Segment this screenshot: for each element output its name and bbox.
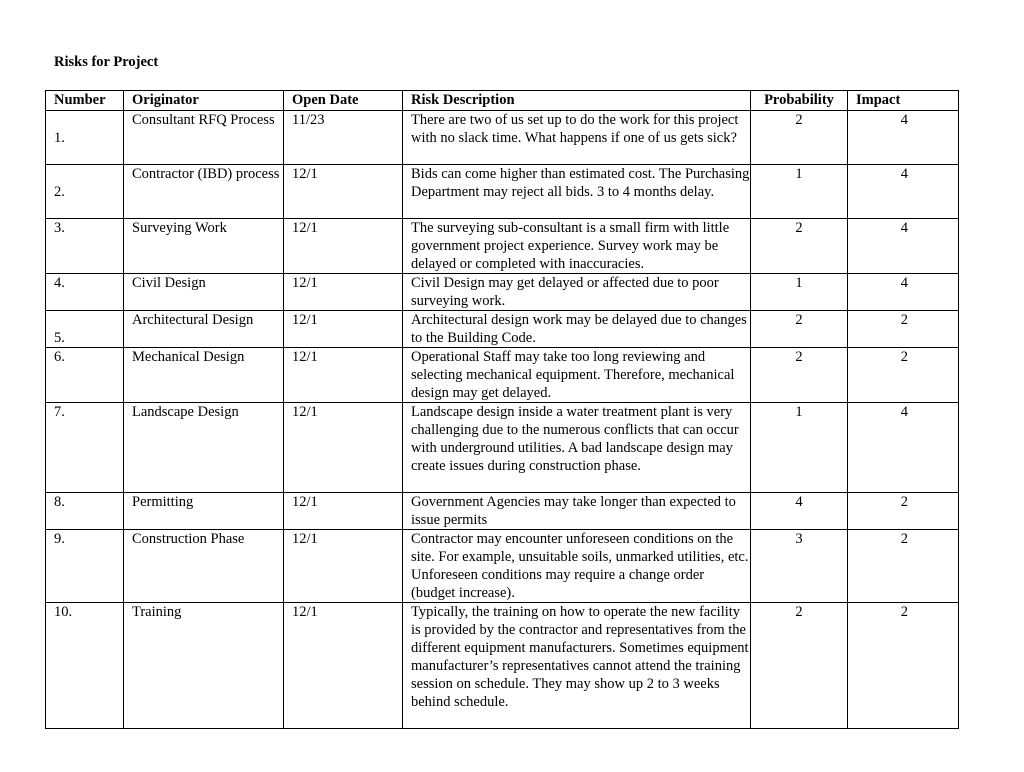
table-row [46,348,959,403]
cell-risk-description: The surveying sub-consultant is a small firm with little government project experience. Survey work may be delayed or completed with inaccuracies. [403,219,751,274]
cell-risk-description: Bids can come higher than estimated cost. The Purchasing Department may reject all bids. 3 to 4 months delay. [403,165,751,219]
cell-probability: 2 [751,311,848,348]
cell-impact: 4 [848,403,959,493]
cell-open-date: 12/1 [284,311,403,348]
cell-risk-description: Landscape design inside a water treatment plant is very challenging due to the numerous conflicts that can occur with underground utilities. A bad landscape design may create issues during construction phase. [403,403,751,493]
cell-impact: 2 [848,493,959,530]
cell-probability: 4 [751,493,848,530]
cell-probability: 3 [751,530,848,603]
risk-table [45,90,959,729]
cell-originator: Contractor (IBD) process [124,165,284,219]
cell-impact: 4 [848,274,959,311]
table-row [46,530,959,603]
cell-number: 6. [46,348,124,403]
table-row [46,311,959,348]
cell-risk-description: Contractor may encounter unforeseen conditions on the site. For example, unsuitable soils, unmarked utilities, etc. Unforeseen conditions may require a change order (budget increase). [403,530,751,603]
cell-risk-description: There are two of us set up to do the work for this project with no slack time. What happens if one of us gets sick? [403,111,751,165]
cell-open-date: 12/1 [284,219,403,274]
cell-number: 7. [46,403,124,493]
header-open-date: Open Date [284,91,403,111]
table-row [46,111,959,165]
cell-number: 1. [46,111,124,165]
cell-originator: Permitting [124,493,284,530]
cell-impact: 2 [848,311,959,348]
cell-open-date: 12/1 [284,348,403,403]
table-row [46,603,959,729]
table-row [46,165,959,219]
header-originator: Originator [124,91,284,111]
cell-probability: 1 [751,165,848,219]
document-title: Risks for Project [54,54,159,70]
cell-number: 2. [46,165,124,219]
cell-risk-description: Typically, the training on how to operate the new facility is provided by the contractor and representatives from the different equipment manufacturers. Sometimes equipment manufacturer’s representatives cannot attend the training session on schedule. They may show up 2 to 3 weeks behind schedule. [403,603,751,729]
cell-originator: Landscape Design [124,403,284,493]
cell-number: 10. [46,603,124,729]
cell-probability: 2 [751,603,848,729]
cell-originator: Mechanical Design [124,348,284,403]
header-impact: Impact [848,91,959,111]
cell-originator: Surveying Work [124,219,284,274]
cell-impact: 2 [848,603,959,729]
cell-number: 9. [46,530,124,603]
cell-probability: 2 [751,348,848,403]
table-row [46,274,959,311]
cell-originator: Training [124,603,284,729]
cell-open-date: 12/1 [284,603,403,729]
cell-originator: Architectural Design [124,311,284,348]
cell-open-date: 12/1 [284,493,403,530]
header-probability: Probability [751,91,848,111]
cell-originator: Civil Design [124,274,284,311]
cell-open-date: 12/1 [284,403,403,493]
cell-risk-description: Government Agencies may take longer than expected to issue permits [403,493,751,530]
cell-number: 8. [46,493,124,530]
table-row [46,403,959,493]
table-row [46,219,959,274]
cell-risk-description: Civil Design may get delayed or affected due to poor surveying work. [403,274,751,311]
cell-number: 5. [46,311,124,348]
cell-probability: 2 [751,219,848,274]
cell-impact: 2 [848,348,959,403]
header-risk-description: Risk Description [403,91,751,111]
cell-open-date: 12/1 [284,530,403,603]
cell-probability: 1 [751,274,848,311]
cell-impact: 4 [848,111,959,165]
cell-originator: Construction Phase [124,530,284,603]
cell-impact: 4 [848,165,959,219]
cell-impact: 4 [848,219,959,274]
cell-impact: 2 [848,530,959,603]
table-row [46,493,959,530]
cell-open-date: 11/23 [284,111,403,165]
cell-probability: 1 [751,403,848,493]
cell-risk-description: Architectural design work may be delayed due to changes to the Building Code. [403,311,751,348]
table-header-row [46,91,959,111]
cell-number: 4. [46,274,124,311]
cell-number: 3. [46,219,124,274]
header-number: Number [46,91,124,111]
cell-open-date: 12/1 [284,274,403,311]
cell-probability: 2 [751,111,848,165]
cell-open-date: 12/1 [284,165,403,219]
cell-originator: Consultant RFQ Process [124,111,284,165]
cell-risk-description: Operational Staff may take too long reviewing and selecting mechanical equipment. Therefore, mechanical design may get delayed. [403,348,751,403]
